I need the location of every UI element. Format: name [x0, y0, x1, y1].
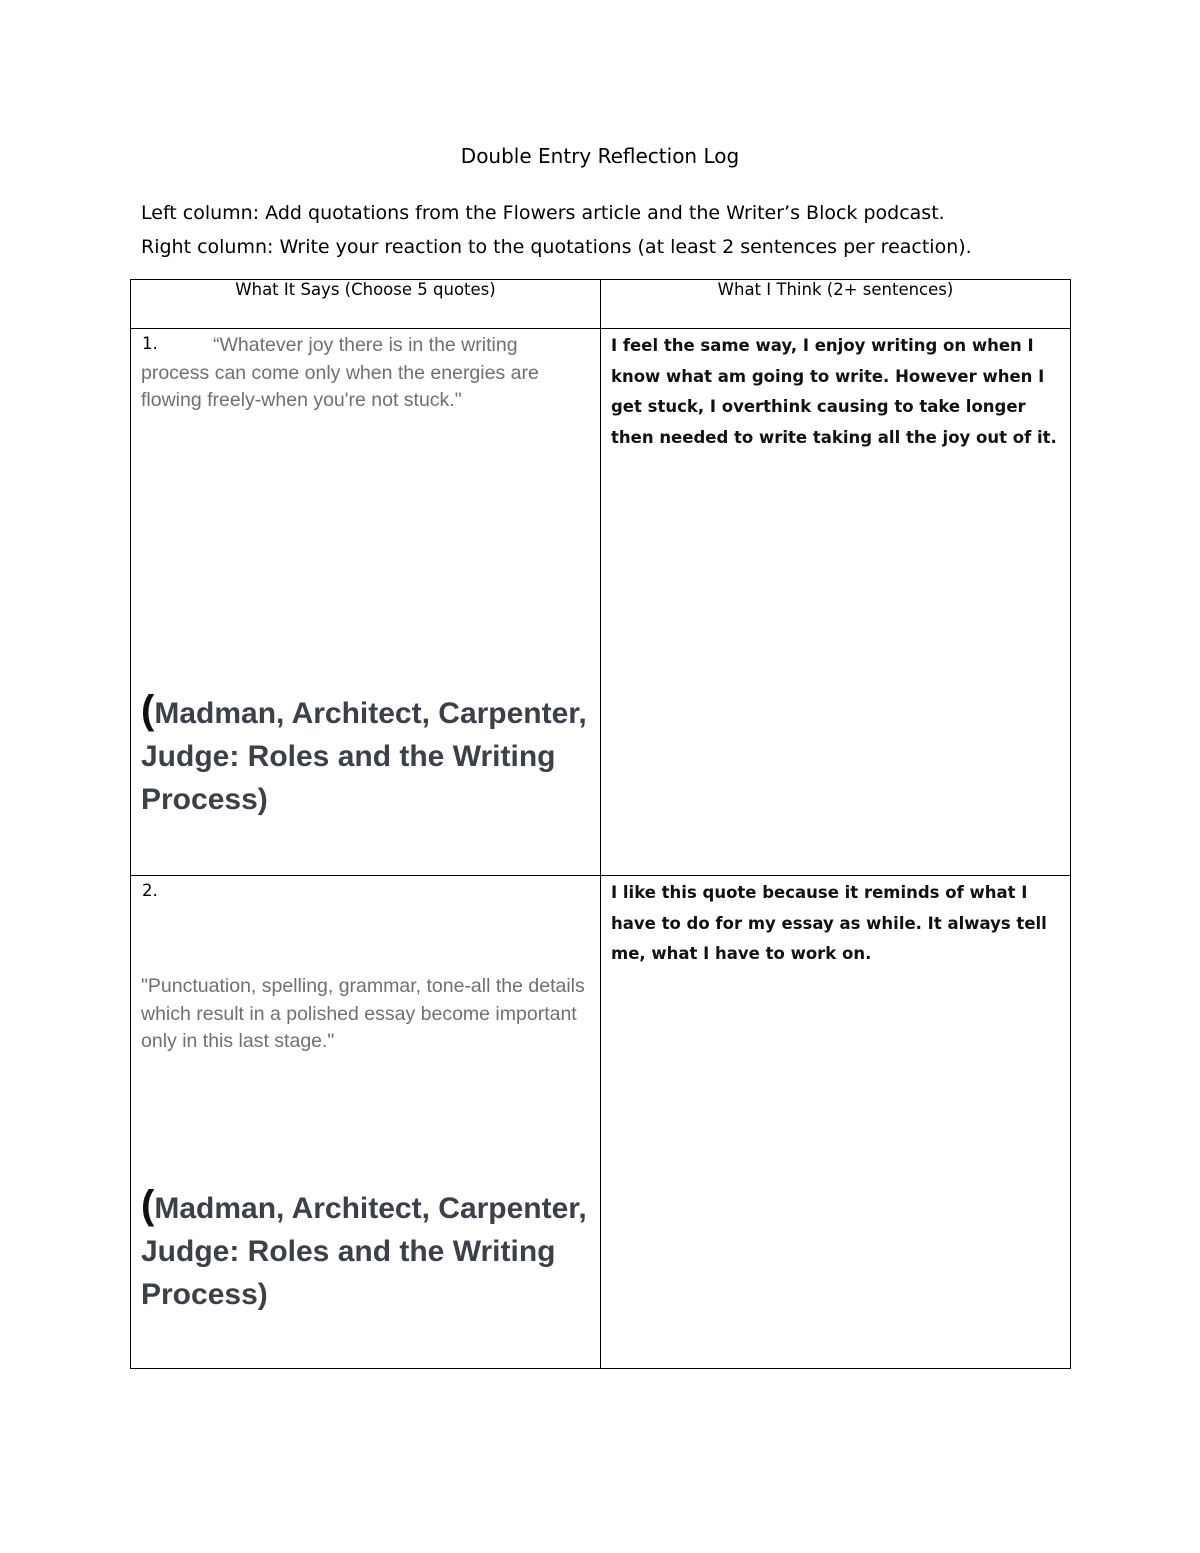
header-what-it-says: What It Says (Choose 5 quotes): [131, 280, 601, 329]
citation-text: Madman, Architect, Carpenter, Judge: Roles and the Writing Process): [141, 1192, 587, 1311]
citation-open-paren: (: [141, 688, 155, 732]
table-row: [131, 329, 1071, 876]
instruction-right-column: [141, 230, 1101, 264]
citation: [141, 1184, 591, 1316]
instruction-left-label: Left column:: [141, 202, 260, 224]
quote-text: “Whatever joy there is in the writing process can come only when the energies are flowing freely-when you're not stuck.": [141, 334, 539, 411]
instruction-left-text: Add quotations from the Flowers article and the Writer’s Block podcast.: [259, 202, 945, 224]
quote-text: "Punctuation, spelling, grammar, tone-all the details which result in a polished essay become important only in this last stage.": [141, 975, 585, 1052]
instruction-right-text: Write your reaction to the quotations (at least 2 sentences per reaction).: [273, 236, 972, 258]
reaction-text: I feel the same way, I enjoy writing on when I know what am going to write. However when I get stuck, I overthink causing to take longer then needed to write taking all the joy out of it.: [611, 336, 1057, 447]
citation: [141, 689, 591, 821]
instructions: [141, 196, 1101, 264]
reaction-cell: [601, 329, 1071, 876]
quote-cell: [131, 876, 601, 1369]
citation-open-paren: (: [141, 1183, 155, 1227]
citation-text: Madman, Architect, Carpenter, Judge: Roles and the Writing Process): [141, 697, 587, 816]
page-title: Double Entry Reflection Log: [460, 144, 740, 168]
header-what-i-think: What I Think (2+ sentences): [601, 280, 1071, 329]
table-header-row: [131, 280, 1071, 329]
instruction-left-column: [141, 196, 1101, 230]
reaction-text: I like this quote because it reminds of what I have to do for my essay as while. It always tell me, what I have to work on.: [611, 883, 1047, 963]
reflection-log-table: [130, 279, 1071, 1369]
table-row: [131, 876, 1071, 1369]
reaction-cell: [601, 876, 1071, 1369]
quote-cell: [131, 329, 601, 876]
instruction-right-label: Right column:: [141, 236, 274, 258]
entry-number: 1.: [142, 334, 158, 353]
entry-number: 2.: [142, 881, 158, 900]
